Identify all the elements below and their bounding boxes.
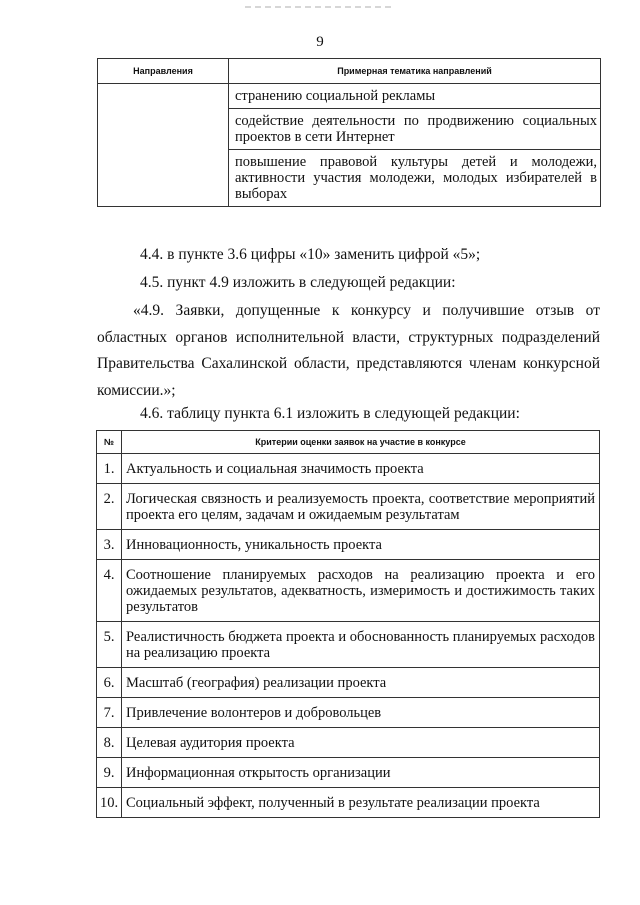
topic-cell: повышение правовой культуры детей и молодежи, активности участия молодежи, молодых избирателей в выборах	[229, 150, 601, 207]
row-number: 2.	[97, 484, 122, 530]
column-header-number: №	[97, 431, 122, 454]
directions-cell-empty	[98, 84, 229, 207]
criterion-text: Привлечение волонтеров и добровольцев	[122, 698, 600, 728]
table-row	[97, 788, 600, 818]
amendment-4-6: 4.6. таблицу пункта 6.1 изложить в следующей редакции:	[140, 405, 520, 422]
row-number: 8.	[97, 728, 122, 758]
column-header-directions: Направления	[98, 59, 229, 84]
table-row	[97, 484, 600, 530]
table-header-row	[98, 59, 601, 84]
criterion-text: Реалистичность бюджета проекта и обоснованность планируемых расходов на реализацию проекта	[122, 622, 600, 668]
row-number: 3.	[97, 530, 122, 560]
table-row	[97, 560, 600, 622]
row-number: 10.	[97, 788, 122, 818]
amendment-4-9-quote: «4.9. Заявки, допущенные к конкурсу и получившие отзыв от областных органов исполнительной власти, структурных подразделений Правительства Сахалинской области, представляются членам конкурсной комиссии.»;	[97, 302, 600, 399]
topic-cell: странению социальной рекламы	[229, 84, 601, 109]
table-row	[97, 698, 600, 728]
table-header-row	[97, 431, 600, 454]
table-row	[97, 728, 600, 758]
row-number: 5.	[97, 622, 122, 668]
criterion-text: Инновационность, уникальность проекта	[122, 530, 600, 560]
page-number: 9	[316, 34, 324, 50]
row-number: 7.	[97, 698, 122, 728]
row-number: 1.	[97, 454, 122, 484]
column-header-topics: Примерная тематика направлений	[229, 59, 601, 84]
directions-table	[97, 58, 601, 207]
criterion-text: Актуальность и социальная значимость проекта	[122, 454, 600, 484]
criterion-text: Логическая связность и реализуемость проекта, соответствие мероприятий проекта его целям, задачам и ожидаемым результатам	[122, 484, 600, 530]
column-header-criteria: Критерии оценки заявок на участие в конкурсе	[122, 431, 600, 454]
amendment-4-5: 4.5. пункт 4.9 изложить в следующей редакции:	[140, 274, 456, 291]
criteria-table	[96, 430, 600, 818]
scan-header-artifact	[245, 6, 395, 8]
criterion-text: Соотношение планируемых расходов на реализацию проекта и его ожидаемых результатов, адекватность, измеримость и достижимость таких результатов	[122, 560, 600, 622]
criterion-text: Целевая аудитория проекта	[122, 728, 600, 758]
row-number: 4.	[97, 560, 122, 622]
amendment-4-4: 4.4. в пункте 3.6 цифры «10» заменить цифрой «5»;	[140, 246, 481, 263]
table-row	[97, 668, 600, 698]
table-row	[97, 622, 600, 668]
criterion-text: Масштаб (география) реализации проекта	[122, 668, 600, 698]
criterion-text: Информационная открытость организации	[122, 758, 600, 788]
table-row	[98, 84, 601, 109]
criterion-text: Социальный эффект, полученный в результате реализации проекта	[122, 788, 600, 818]
row-number: 9.	[97, 758, 122, 788]
row-number: 6.	[97, 668, 122, 698]
table-row	[97, 758, 600, 788]
table-row	[97, 454, 600, 484]
table-row	[97, 530, 600, 560]
topic-cell: содействие деятельности по продвижению социальных проектов в сети Интернет	[229, 109, 601, 150]
